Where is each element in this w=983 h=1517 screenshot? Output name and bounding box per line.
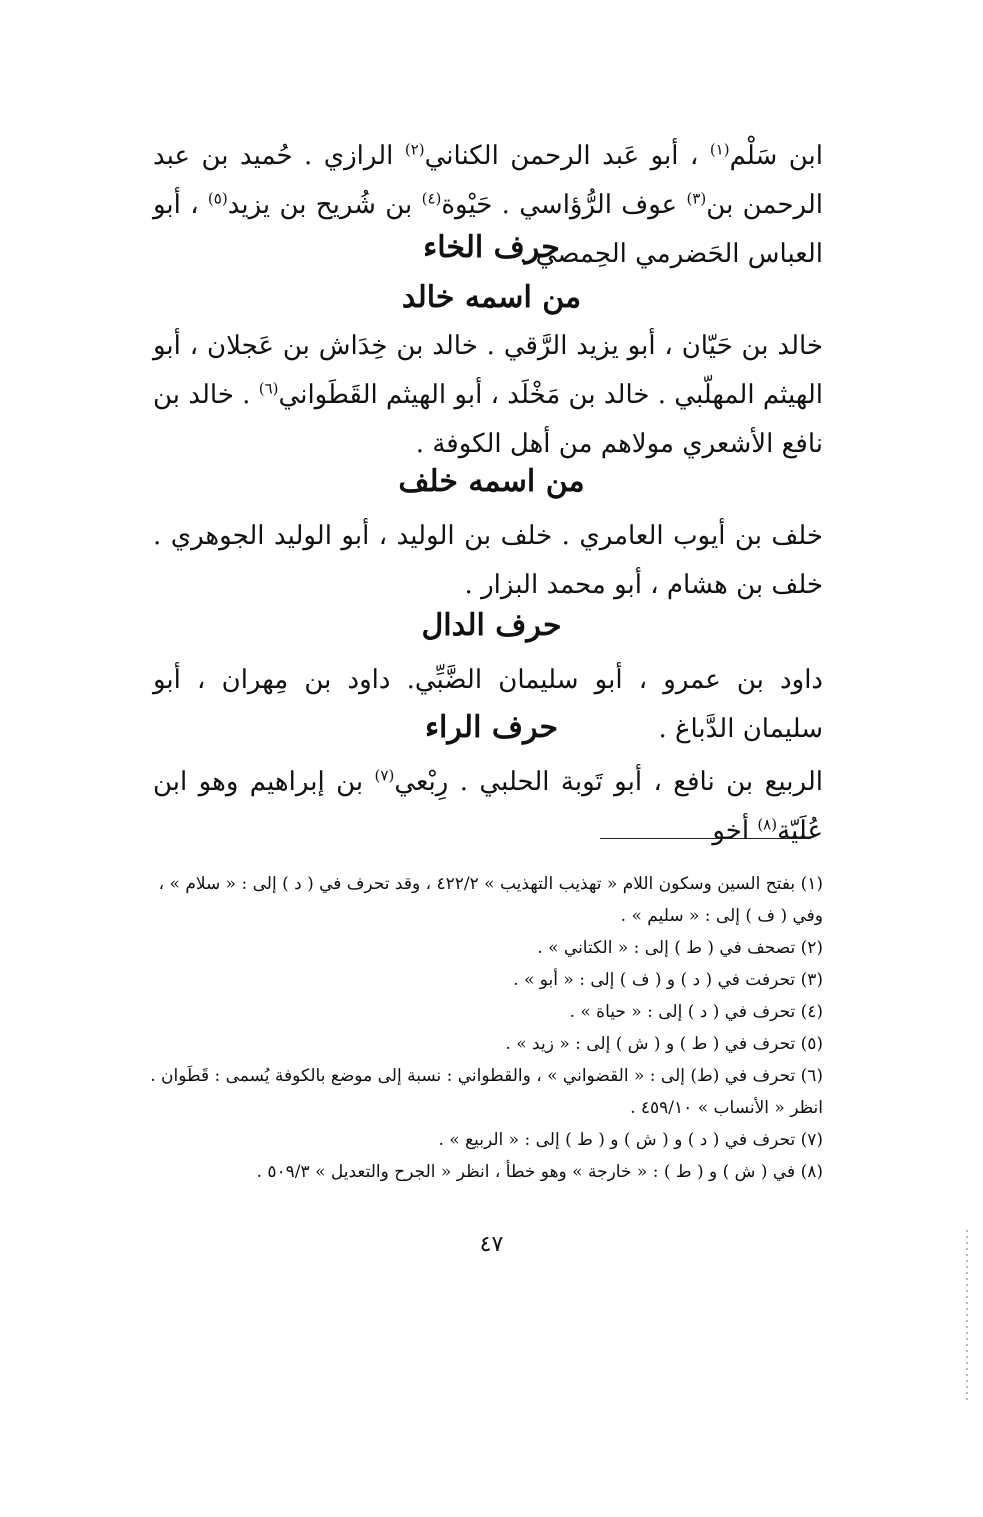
footnote-ref: (١) <box>709 140 730 159</box>
dal-paragraph: داود بن عمرو ، أبو سليمان الضَّبِّي. داود بن مِهران ، أبو سليمان الدَّباغ . <box>153 665 823 744</box>
footnote-ref: (٣) <box>686 189 707 208</box>
footnote-5: (٥) تحرف في ( ط ) و ( ش ) إلى : « زيد » . <box>505 1034 823 1054</box>
heading-ra: حرف الراء <box>424 710 559 745</box>
text-segment: ابن سَلْم <box>729 141 824 171</box>
footnotes <box>133 868 823 1188</box>
text-segment: . خالد بن نافع الأشعري مولاهم من أهل الكوفة . <box>153 380 823 459</box>
footnote-8: (٨) في ( ش ) و ( ط ) : « خارجة » وهو خطأ ، انظر « الجرح والتعديل » ٥٠٩/٣ . <box>256 1162 823 1182</box>
footnote-6: (٦) تحرف في (ط) إلى : « القضواني » ، والقطواني : نسبة إلى موضع بالكوفة يُسمى : قَطَوان . انظر « الأنساب » ٤٥٩/١٠ . <box>150 1066 823 1118</box>
text-segment: ، أبو عَبد الرحمن الكناني <box>424 141 710 171</box>
footnote-1: (١) بفتح السين وسكون اللام « تهذيب التهذيب » ٤٢٢/٢ ، وقد تحرف في ( د ) إلى : « سلام » ، وفي ( ف ) إلى : « سليم » . <box>158 874 823 926</box>
footnote-ref: (٤) <box>421 189 442 208</box>
text-segment: أخو <box>712 816 758 846</box>
ra-paragraph <box>153 758 823 856</box>
footnote-7: (٧) تحرف في ( د ) و ( ش ) و ( ط ) إلى : « الربيع » . <box>438 1130 823 1150</box>
khalaf-paragraph: خلف بن أيوب العامري . خلف بن الوليد ، أبو الوليد الجوهري . خلف بن هشام ، أبو محمد البزار . <box>153 521 823 600</box>
footnote-ref: (٨) <box>757 815 778 834</box>
scan-edge-marks <box>966 1230 968 1400</box>
footnote-2: (٢) تصحف في ( ط ) إلى : « الكتاني » . <box>537 938 823 958</box>
text-segment: بن شُريح بن يزيد <box>227 190 422 220</box>
page-number: ٤٧ <box>479 1232 504 1257</box>
footnote-3: (٣) تحرفت في ( د ) و ( ف ) إلى : « أبو » . <box>513 970 823 990</box>
text-segment: ، أبو العباس الحَضرمي الحِمصي . <box>153 190 823 269</box>
footnote-ref: (٧) <box>374 766 395 785</box>
khalid-paragraph <box>153 322 823 469</box>
heading-dal: حرف الدال <box>421 608 562 643</box>
text-segment: خالد بن حَيّان ، أبو يزيد الرَّقي . خالد بن خِدَاش بن عَجلان ، أبو الهيثم المهلّبي . خالد بن مَخْلَد ، أبو الهيثم القَطَواني <box>153 331 823 410</box>
text-segment: بن إبراهيم وهو ابن عُلَيّة <box>153 767 823 846</box>
heading-khalaf: من اسمه خلف <box>398 464 585 499</box>
heading-khalid: من اسمه خالد <box>401 280 582 315</box>
text-segment: الربيع بن نافع ، أبو تَوبة الحلبي . رِبْعي <box>394 767 823 797</box>
footnote-ref: (٦) <box>258 379 279 398</box>
footnote-ref: (٥) <box>207 189 228 208</box>
heading-kha: حرف الخاء <box>423 230 560 265</box>
text-segment: عوف الرُّؤاسي . حَيْوة <box>441 190 687 220</box>
footnote-ref: (٢) <box>404 140 425 159</box>
footnote-4: (٤) تحرف في ( د ) إلى : « حياة » . <box>569 1002 823 1022</box>
text-segment: الرازي . حُميد بن عبد الرحمن بن <box>153 141 824 220</box>
footnote-separator <box>600 838 810 839</box>
